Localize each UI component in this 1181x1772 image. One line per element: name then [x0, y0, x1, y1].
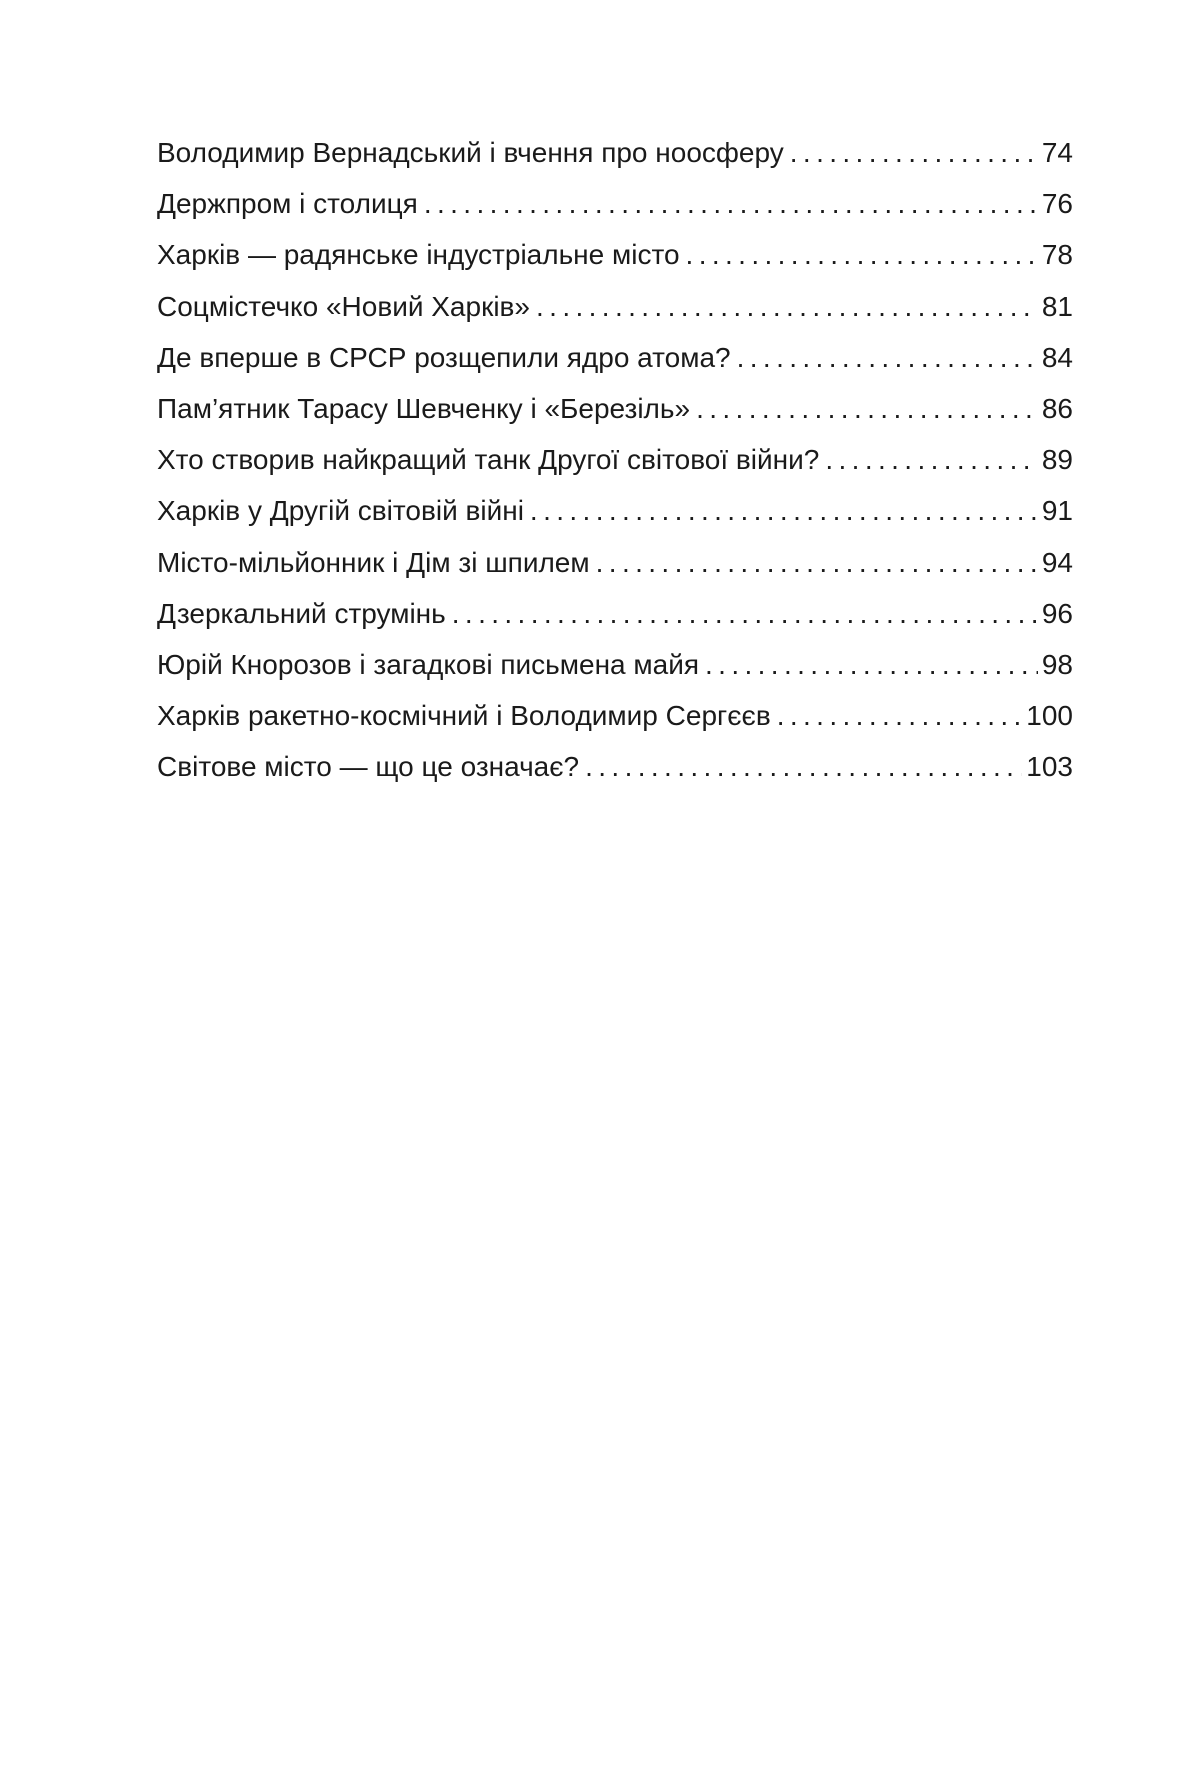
- toc-entry[interactable]: [157, 383, 1073, 434]
- toc-entry-page: 96: [1041, 597, 1073, 629]
- toc-entry-title: Харків — радянське індустріальне місто: [157, 239, 680, 271]
- toc-dot-leader: [452, 588, 1038, 639]
- toc-entry-page: 98: [1041, 648, 1073, 680]
- toc-entry[interactable]: [157, 127, 1073, 178]
- toc-dot-leader: [696, 383, 1038, 434]
- toc-entry-page: 94: [1041, 546, 1073, 578]
- toc-entry-title: Хто створив найкращий танк Другої світової війни?: [157, 444, 820, 476]
- toc-dot-leader: [596, 537, 1038, 588]
- toc-dot-leader: [790, 127, 1038, 178]
- toc-dot-leader: [424, 178, 1038, 229]
- toc-entry-title: Місто-мільйонник і Дім зі шпилем: [157, 546, 590, 578]
- toc-entry-page: 81: [1041, 290, 1073, 322]
- toc-entry-title: Світове місто — що це означає?: [157, 751, 580, 783]
- toc-entry-title: Володимир Вернадський і вчення про ноосферу: [157, 137, 784, 168]
- toc-entry-title: Харків ракетно-космічний і Володимир Сергєєв: [157, 700, 771, 732]
- table-of-contents: [157, 127, 1073, 792]
- toc-entry-title: Де вперше в СРСР розщепили ядро атома?: [157, 341, 731, 373]
- toc-entry-title: Дзеркальний струмінь: [157, 597, 446, 629]
- toc-entry[interactable]: [157, 741, 1073, 792]
- toc-entry-title: Соцмістечко «Новий Харків»: [157, 290, 530, 322]
- toc-dot-leader: [530, 485, 1038, 536]
- toc-entry-page: 100: [1026, 700, 1073, 732]
- toc-entry[interactable]: [157, 639, 1073, 690]
- toc-entry[interactable]: [157, 690, 1073, 741]
- toc-dot-leader: [686, 229, 1038, 280]
- toc-entry-page: 89: [1041, 444, 1073, 476]
- toc-entry-title: Юрій Кнорозов і загадкові письмена майя: [157, 648, 700, 680]
- toc-dot-leader: [737, 332, 1038, 383]
- toc-entry[interactable]: [157, 588, 1073, 639]
- toc-entry-page: 86: [1041, 392, 1073, 424]
- toc-entry-page: 91: [1041, 495, 1073, 527]
- toc-dot-leader: [536, 281, 1038, 332]
- toc-entry-page: 103: [1026, 751, 1073, 783]
- toc-dot-leader: [585, 741, 1022, 792]
- toc-entry[interactable]: [157, 537, 1073, 588]
- toc-entry-title: Держпром і столиця: [157, 188, 418, 220]
- toc-entry-page: 78: [1041, 239, 1073, 271]
- toc-entry[interactable]: [157, 229, 1073, 280]
- toc-entry-title: Пам’ятник Тарасу Шевченку і «Березіль»: [157, 392, 691, 424]
- toc-dot-leader: [825, 434, 1038, 485]
- toc-entry[interactable]: [157, 178, 1073, 229]
- toc-entry[interactable]: [157, 332, 1073, 383]
- toc-entry-page: 76: [1041, 188, 1073, 220]
- toc-entry-page: 84: [1041, 341, 1073, 373]
- toc-entry[interactable]: [157, 485, 1073, 536]
- toc-entry[interactable]: [157, 434, 1073, 485]
- toc-dot-leader: [777, 690, 1023, 741]
- toc-entry[interactable]: [157, 281, 1073, 332]
- toc-entry-title: Харків у Другій світовій війні: [157, 495, 524, 527]
- toc-entry-page: 74: [1041, 137, 1073, 168]
- toc-dot-leader: [705, 639, 1038, 690]
